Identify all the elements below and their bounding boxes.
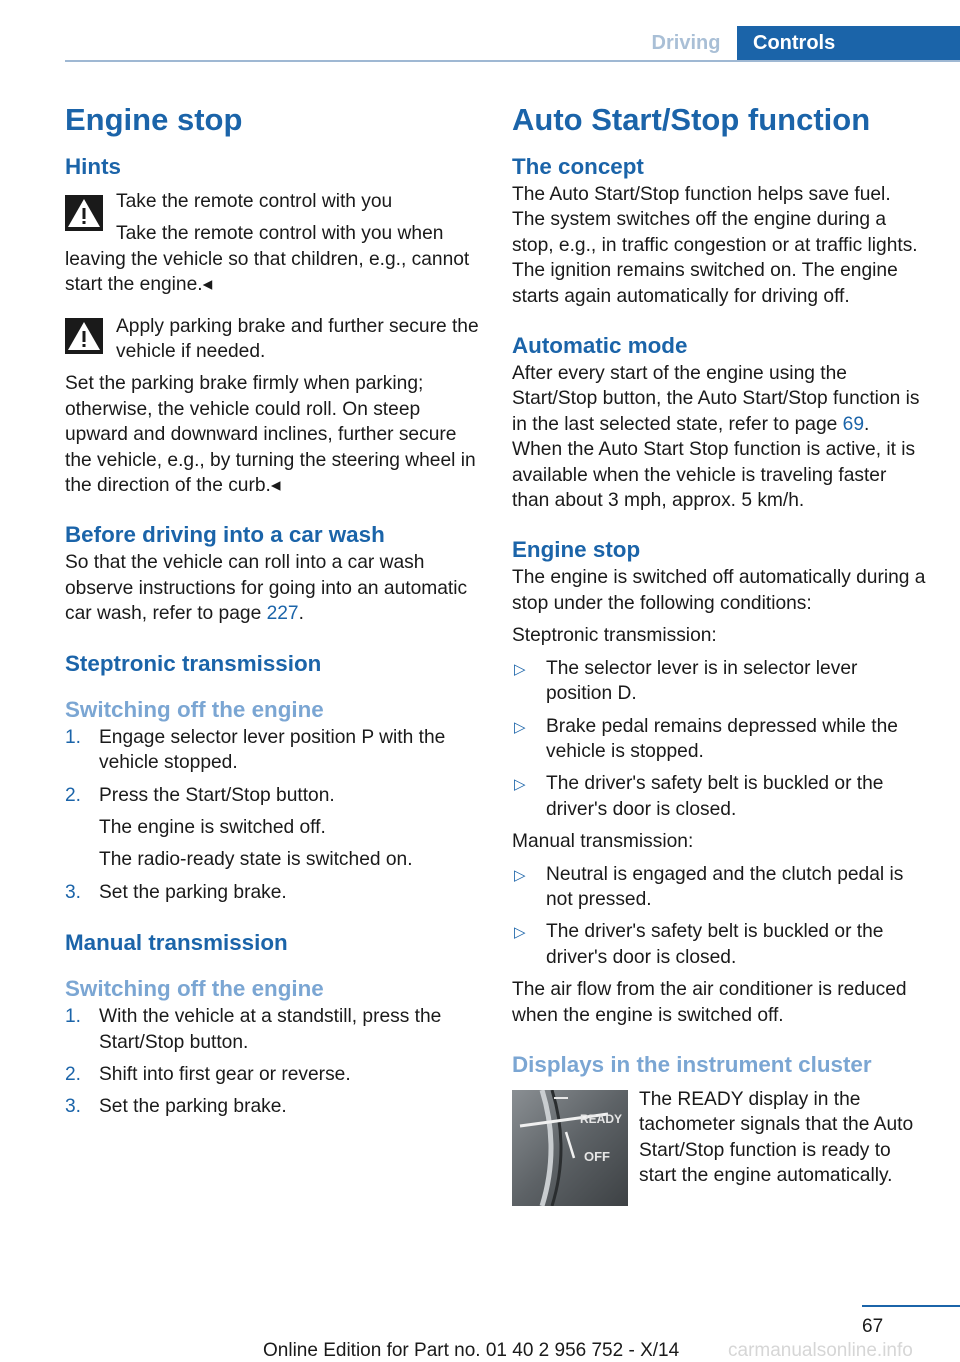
heading-engine-stop: Engine stop (512, 537, 641, 563)
triangle-right-icon: ▷ (514, 718, 526, 736)
edition-footer: Online Edition for Part no. 01 40 2 956 752 - X/14 (263, 1340, 680, 1361)
warning-body: Take the remote control with you when leaving the vehicle so that children, e.g., cannot start the engine.◂ (65, 223, 470, 296)
warning-title: Apply parking brake and further secure the vehicle if needed. (116, 315, 479, 363)
heading-manual: Manual transmission (65, 930, 288, 956)
displays-text: The READY display in the tachometer signals that the Auto Start/Stop function is ready to start the engine automatically. (639, 1088, 914, 1187)
engine-stop-text: The engine is switched off automatically during a stop under the following conditions: (512, 567, 926, 614)
page-ref-link[interactable]: 69 (842, 413, 864, 435)
cluster-display (512, 1087, 927, 1189)
section-title-auto-start-stop: Auto Start/Stop function (512, 102, 871, 137)
warning-title: Take the remote control with you (116, 191, 393, 212)
footer-divider (862, 1305, 960, 1307)
list-item: ▷ The driver's safety belt is buckled or the driver's door is closed. (514, 773, 884, 820)
triangle-right-icon: ▷ (514, 660, 526, 678)
list-item: 3. Set the parking brake. (65, 1096, 287, 1118)
heading-steptronic: Steptronic transmission (65, 650, 322, 676)
tab-controls[interactable]: Controls (737, 26, 960, 62)
triangle-right-icon: ▷ (514, 924, 526, 942)
heading-switching-off: Switching off the engine (65, 696, 324, 722)
list-item: 2. Press the Start/Stop button. The engine is switched off. The radio-ready state is switched on. (65, 784, 413, 871)
list-item: ▷ The driver's safety belt is buckled or the driver's door is closed. (514, 921, 884, 968)
steptronic-steps (65, 725, 480, 905)
watermark: carmanualsonline.info (728, 1340, 913, 1361)
car-wash-text: So that the vehicle can roll into a car wash observe instructions for going into an automatic car wash, refer to page 227. (65, 552, 468, 625)
warning-triangle-icon (65, 195, 103, 231)
heading-automatic-mode: Automatic mode (512, 333, 688, 359)
list-item: 1. With the vehicle at a standstill, press the Start/Stop button. (65, 1006, 442, 1053)
manual-conditions (512, 862, 927, 971)
left-column (65, 98, 480, 1127)
heading-concept: The concept (512, 154, 644, 179)
svg-text:READY: READY (580, 1111, 623, 1126)
heading-hints: Hints (65, 154, 121, 179)
manual-steps (65, 1004, 480, 1120)
svg-text:OFF: OFF (584, 1148, 610, 1164)
list-item: 3. Set the parking brake. (65, 881, 287, 903)
steptronic-conditions (512, 656, 927, 822)
page-ref-link[interactable]: 227 (266, 603, 299, 625)
list-item: ▷ Brake pedal remains depressed while the vehicle is stopped. (514, 715, 898, 762)
airflow-text: The air flow from the air conditioner is reduced when the engine is switched off. (512, 979, 907, 1026)
steptronic-label: Steptronic transmission: (512, 625, 717, 647)
heading-displays: Displays in the instrument cluster (512, 1051, 872, 1077)
list-item: ▷ Neutral is engaged and the clutch pedal is not pressed. (514, 863, 904, 910)
right-column (512, 98, 927, 1189)
tab-driving[interactable]: Driving (651, 32, 721, 54)
automatic-mode-text: After every start of the engine using the Start/Stop button, the Auto Start/Stop function is in the last selected state, refer to page 69. (512, 363, 920, 435)
manual-label: Manual transmission: (512, 831, 694, 853)
warning-body: Set the parking brake firmly when parking; otherwise, the vehicle could roll. On steep upward and downward inclines, further secure the vehicle, e.g., by turning the steering wheel in the direction of the curb.◂ (65, 373, 476, 497)
header-divider (65, 60, 960, 62)
page-number: 67 (862, 1316, 884, 1337)
triangle-right-icon: ▷ (514, 776, 526, 794)
warning-triangle-icon (65, 318, 103, 354)
triangle-right-icon: ▷ (514, 866, 526, 884)
automatic-mode-speed-text: When the Auto Start Stop function is active, it is available when the vehicle is traveling faster than about 3 mph, approx. 5 km/h. (512, 439, 916, 512)
section-title-engine-stop: Engine stop (65, 102, 243, 137)
heading-switching-off: Switching off the engine (65, 976, 324, 1002)
tachometer-ready-image (512, 1090, 628, 1206)
heading-car-wash: Before driving into a car wash (65, 522, 385, 548)
warning-parking-brake (65, 314, 480, 499)
list-item: 1. Engage selector lever position P with the vehicle stopped. (65, 726, 446, 774)
list-item: ▷ The selector lever is in selector lever position D. (514, 657, 858, 705)
concept-text: The Auto Start/Stop function helps save fuel. The system switches off the engine during a stop, e.g., in traffic congestion or at traffic lights. The ignition remains switched on. The engine starts again automatically for driving off. (512, 184, 918, 307)
warning-remote-control (65, 189, 480, 298)
list-item: 2. Shift into first gear or reverse. (65, 1063, 351, 1085)
